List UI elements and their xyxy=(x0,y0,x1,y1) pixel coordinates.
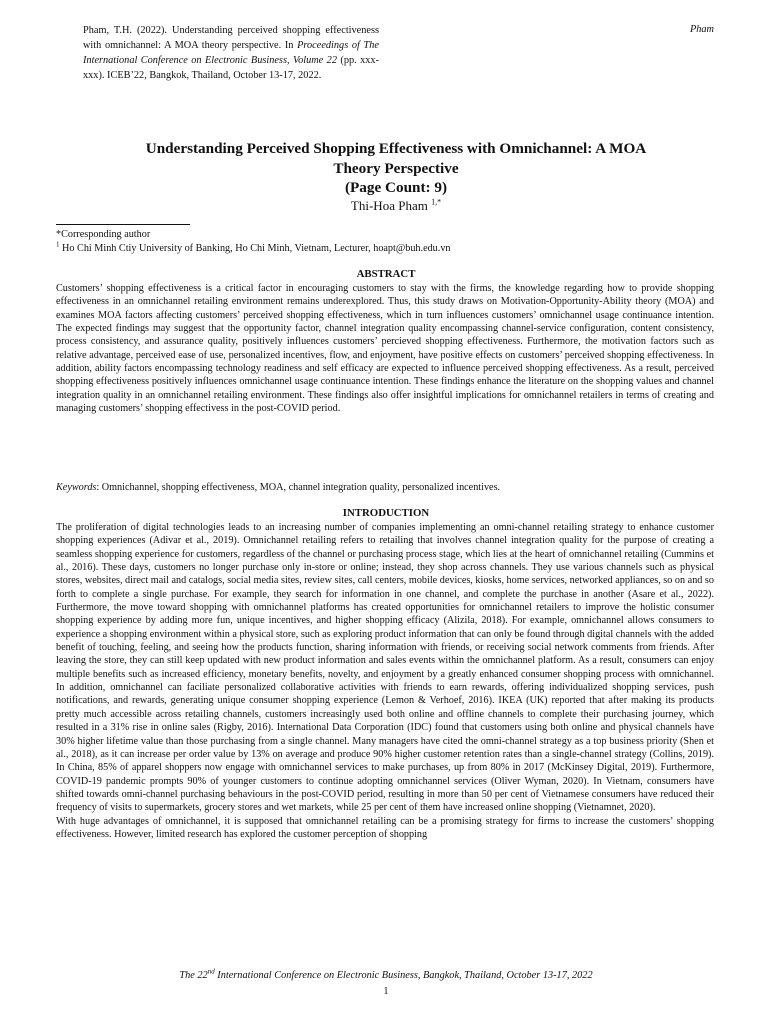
affiliation-mark: 1 xyxy=(56,240,60,249)
citation-text-start: Pham, T.H. (2022). Understanding perceived shopping effectiveness with omnichannel: A MOA theory perspective. In xyxy=(83,25,379,51)
footer-ordinal: nd xyxy=(207,967,215,976)
footnote-rule xyxy=(56,224,190,225)
author-marks: 1,* xyxy=(431,197,442,207)
page-footer xyxy=(56,967,716,981)
introduction-paragraph-2: With huge advantages of omnichannel, it is supposed that omnichannel retailing can be a promising strategy for firms to increase the customers’ shopping effectiveness. However, limited research has explored the customer perception of shopping xyxy=(56,815,714,840)
author-name: Thi-Hoa Pham xyxy=(350,198,432,213)
title-line-2: Theory Perspective xyxy=(333,159,459,177)
keywords-text: : Omnichannel, shopping effectiveness, MOA, channel integration quality, personalized incentives. xyxy=(96,482,501,493)
title-line-3: (Page Count: 9) xyxy=(344,179,448,196)
paper-title xyxy=(56,139,736,198)
page-number: 1 xyxy=(383,986,389,997)
citation-block xyxy=(83,24,379,84)
title-line-1: Understanding Perceived Shopping Effectiveness with Omnichannel: A MOA xyxy=(145,140,647,157)
footnotes xyxy=(56,228,716,255)
citation-proceedings: Proceedings of The International Conference on Electronic Business, Volume 22 xyxy=(83,39,379,66)
affiliation-note xyxy=(56,242,716,256)
introduction-body xyxy=(56,521,714,841)
keywords-label: Keywords xyxy=(56,482,97,493)
introduction-paragraph-1: The proliferation of digital technologies leads to an increasing number of companies implementing an omni-channel retailing strategy to enhance customer shopping experiences (Adivar et al., 2019). Omnichannel retailing refers to retailing that involves channel integration quality for the purpose of creating a seamless shopping experience for customers, regardless of the channel or purchasing process stage, which lies at the heart of omnichannel retailing (Cummins et al., 2016). These days, customers no longer purchase only in-store or online; instead, they shop across channels. They use various channels such as physical stores, websites, direct mail and catalogs, social media sites, review sites, call centers, mobile devices, kiosks, home services, networked appliances, so on and so forth to complete a single purchase. For example, they search for information in one channel, and complete the purchase in another (Asare et al., 2022). Furthermore, the move toward shopping with omnichannel platforms has created opportunities for omnichannel retailers to improve the holistic consumer shopping experience by adding more fun, unique incentives, and higher shopping efficacy (Alizila, 2018). For example, omnichannel allows consumers to experience a shopping environment within a physical store, such as exploring product information that can only be found through digital channels with the added benefit of touching, feeling, and seeing how the products function, sharing information with friends, or receiving social network comments from friends. After leaving the store, they can still keep updated with new product information and sales events within the omnichannel platform. As a result, consumers can enjoy multiple benefits such as increased efficiency, monetary benefits, novelty, and enjoyment by a greatly enhanced consumer shopping process with omnichannel. In addition, omnichannel can faciliate personalized collaborative activities with friends to earn rewards, offering individualized shopping services, push notifications, and rewards, generating unique consumer shopping experience (Lemon & Verhoef, 2016). IKEA (UK) reported that after making its products pretty much accessible across retailing channels, customers increasingly used both online and offline channels to complete their purchasing journey, which resulted in a 31% rise in online sales (Rigby, 2016). International Data Corporation (IDC) found that customers using both online and physical channels have 30% higher lifetime value than those purchasing from a single channel. Many managers have cited the omni-channel strategy as a top business priority (Shen et al., 2018), as it can increase per order value by 13% on average and produce 90% higher customer retention rates than a single-channel strategy (Collins, 2019). In China, 85% of apparel shoppers now engage with omnichannel services to make purchases, up from 80% in 2017 (McKinsey Digital, 2019). Furthermore, COVID-19 pandemic prompts 90% of younger customers to continue adopting omnichannel services (Oliver Wyman, 2020). In Vietnam, consumers have shifted towards omni-channel purchasing behaviours in the post-COVID period, resulting in more than 50 per cent of Vietnamese consumers have reduced their frequency of visits to supermarkets, grocery stores and wet markets, while 25 per cent of them have increased online shopping (Vietnamnet, 2020). xyxy=(56,522,714,814)
author-line xyxy=(56,198,736,214)
keywords-line xyxy=(56,481,714,494)
footer-suffix: International Conference on Electronic Business, Bangkok, Thailand, October 13-17, 2022 xyxy=(214,970,593,981)
corresponding-author-note: *Corresponding author xyxy=(56,229,151,240)
abstract-heading: ABSTRACT xyxy=(356,268,416,280)
running-head: Pham xyxy=(689,24,714,35)
affiliation-text: Ho Chi Minh Ctiy University of Banking, Ho Chi Minh, Vietnam, Lecturer, hoapt@buh.edu.vn xyxy=(59,242,451,254)
introduction-heading: INTRODUCTION xyxy=(342,507,430,519)
footer-prefix: The 22 xyxy=(179,970,208,981)
citation-text-end: (pp. xxx-xxx). ICEB’22, Bangkok, Thailand, October 13-17, 2022. xyxy=(83,54,380,81)
abstract-text: Customers’ shopping effectiveness is a critical factor in encouraging customers to stay with the firms, the knowledge regarding how to provide shopping effectiveness in an omnichannel retailing environment remains underexplored. Thus, this study draws on Motivation-Opportunity-Ability theory (MOA) and examines MOA factors affecting customers’ perceived shopping effectiveness, which in turn influences customers’ omnichannel usage continuance intention. The expected findings may suggest that the opportunity factor, channel integration quality encompassing channel-service configuration, content consistency, process consistency, and assurance quality, positively influences customers’ percieved shopping effectiveness. Furthermore, the motivation factors such as relative advantage, perceived ease of use, personalized incentives, flow, and enjoyment, have positive effects on customers’ perceived shopping effectiveness. In addition, ability factors encompassing technology readiness and self efficacy are expected to influence perceived shopping effectiveness. As a result, perceived shopping effectiveness positively influences omnichannel usage continuance intention. These findings enhance the literature on the shopping values and channel integration quality in an omnichannel retailing environment. These findings also offer insightful implications for omnichannel retailers in terms of creating and managing customers’ shopping effectivess in the post-COVID period. xyxy=(56,283,714,415)
